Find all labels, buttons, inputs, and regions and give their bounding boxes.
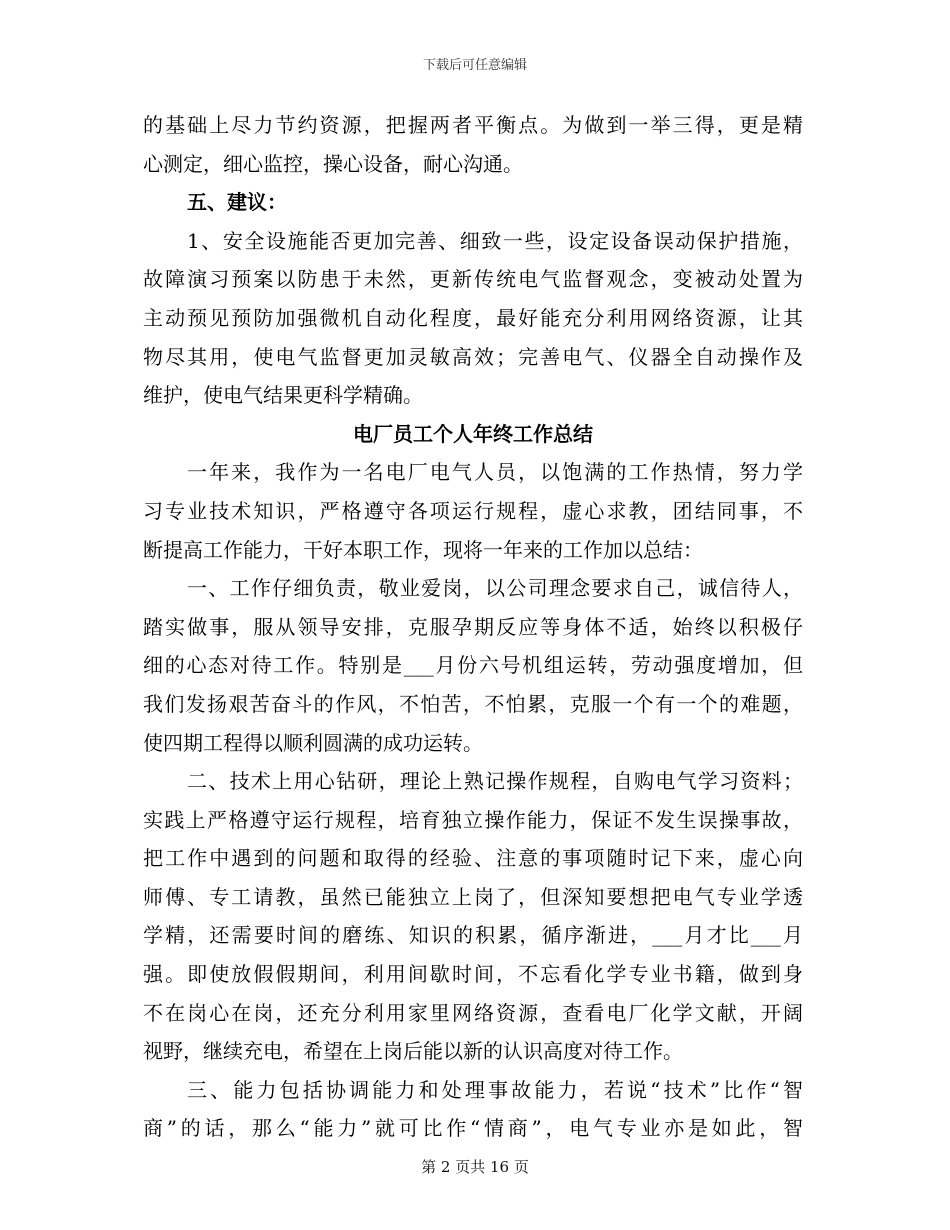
section-title: 电厂员工个人年终工作总结 (353, 421, 593, 446)
text-line: 强。即使放假假期间，利用间歇时间，不忘看化学专业书籍，做到身 (143, 962, 803, 987)
text-line: 细的心态对待工作。特别是___月份六号机组运转，劳动强度增加，但 (143, 653, 803, 678)
text-line: 商”的话，那么“能力”就可比作“情商”，电气专业亦是如此，智 (143, 1116, 803, 1141)
document-body (143, 106, 803, 1148)
text-line: 我们发扬艰苦奋斗的作风，不怕苦，不怕累，克服一个有一个的难题， (143, 691, 803, 716)
text-line: 心测定，细心监控，操心设备，耐心沟通。 (143, 151, 523, 176)
text-line: 不在岗心在岗，还充分利用家里网络资源，查看电厂化学文献，开阔 (143, 1000, 803, 1025)
text-line: 一年来，我作为一名电厂电气人员，以饱满的工作热情，努力学 (187, 460, 803, 485)
text-line: 五、建议： (187, 190, 287, 215)
text-line: 故障演习预案以防患于未然，更新传统电气监督观念，变被动处置为 (143, 267, 803, 292)
text-line: 习专业技术知识，严格遵守各项运行规程，虚心求教，团结同事，不 (143, 498, 803, 523)
text-line: 断提高工作能力，干好本职工作，现将一年来的工作加以总结： (143, 537, 703, 562)
text-line: 实践上严格遵守运行规程，培育独立操作能力，保证不发生误操事故， (143, 807, 803, 832)
text-line: 三、能力包括协调能力和处理事故能力，若说“技术”比作“智 (187, 1077, 803, 1102)
text-line: 师傅、专工请教，虽然已能独立上岗了，但深知要想把电气专业学透 (143, 884, 803, 909)
text-line: 踏实做事，服从领导安排，克服孕期反应等身体不适，始终以积极仔 (143, 614, 803, 639)
text-line: 物尽其用，使电气监督更加灵敏高效；完善电气、仪器全自动操作及 (143, 344, 803, 369)
text-line: 1、安全设施能否更加完善、细致一些，设定设备误动保护措施， (187, 228, 803, 253)
text-line: 视野，继续充电，希望在上岗后能以新的认识高度对待工作。 (143, 1039, 683, 1064)
page-footer: 第 2 页共 16 页 (421, 1158, 529, 1176)
page-header: 下载后可任意编辑 (422, 58, 527, 73)
text-line: 把工作中遇到的问题和取得的经验、注意的事项随时记下来，虚心向 (143, 846, 803, 871)
text-line: 的基础上尽力节约资源，把握两者平衡点。为做到一举三得，更是精 (143, 113, 803, 137)
text-line: 学精，还需要时间的磨练、知识的积累，循序渐进，___月才比___月 (143, 923, 803, 948)
text-line: 维护，使电气结果更科学精确。 (143, 383, 423, 408)
text-line: 主动预见预防加强微机自动化程度，最好能充分利用网络资源，让其 (143, 305, 803, 330)
text-line: 一、工作仔细负责，敬业爱岗，以公司理念要求自己，诚信待人， (187, 576, 803, 601)
text-line: 二、技术上用心钻研，理论上熟记操作规程，自购电气学习资料； (187, 769, 803, 794)
text-line: 使四期工程得以顺利圆满的成功运转。 (143, 730, 483, 755)
